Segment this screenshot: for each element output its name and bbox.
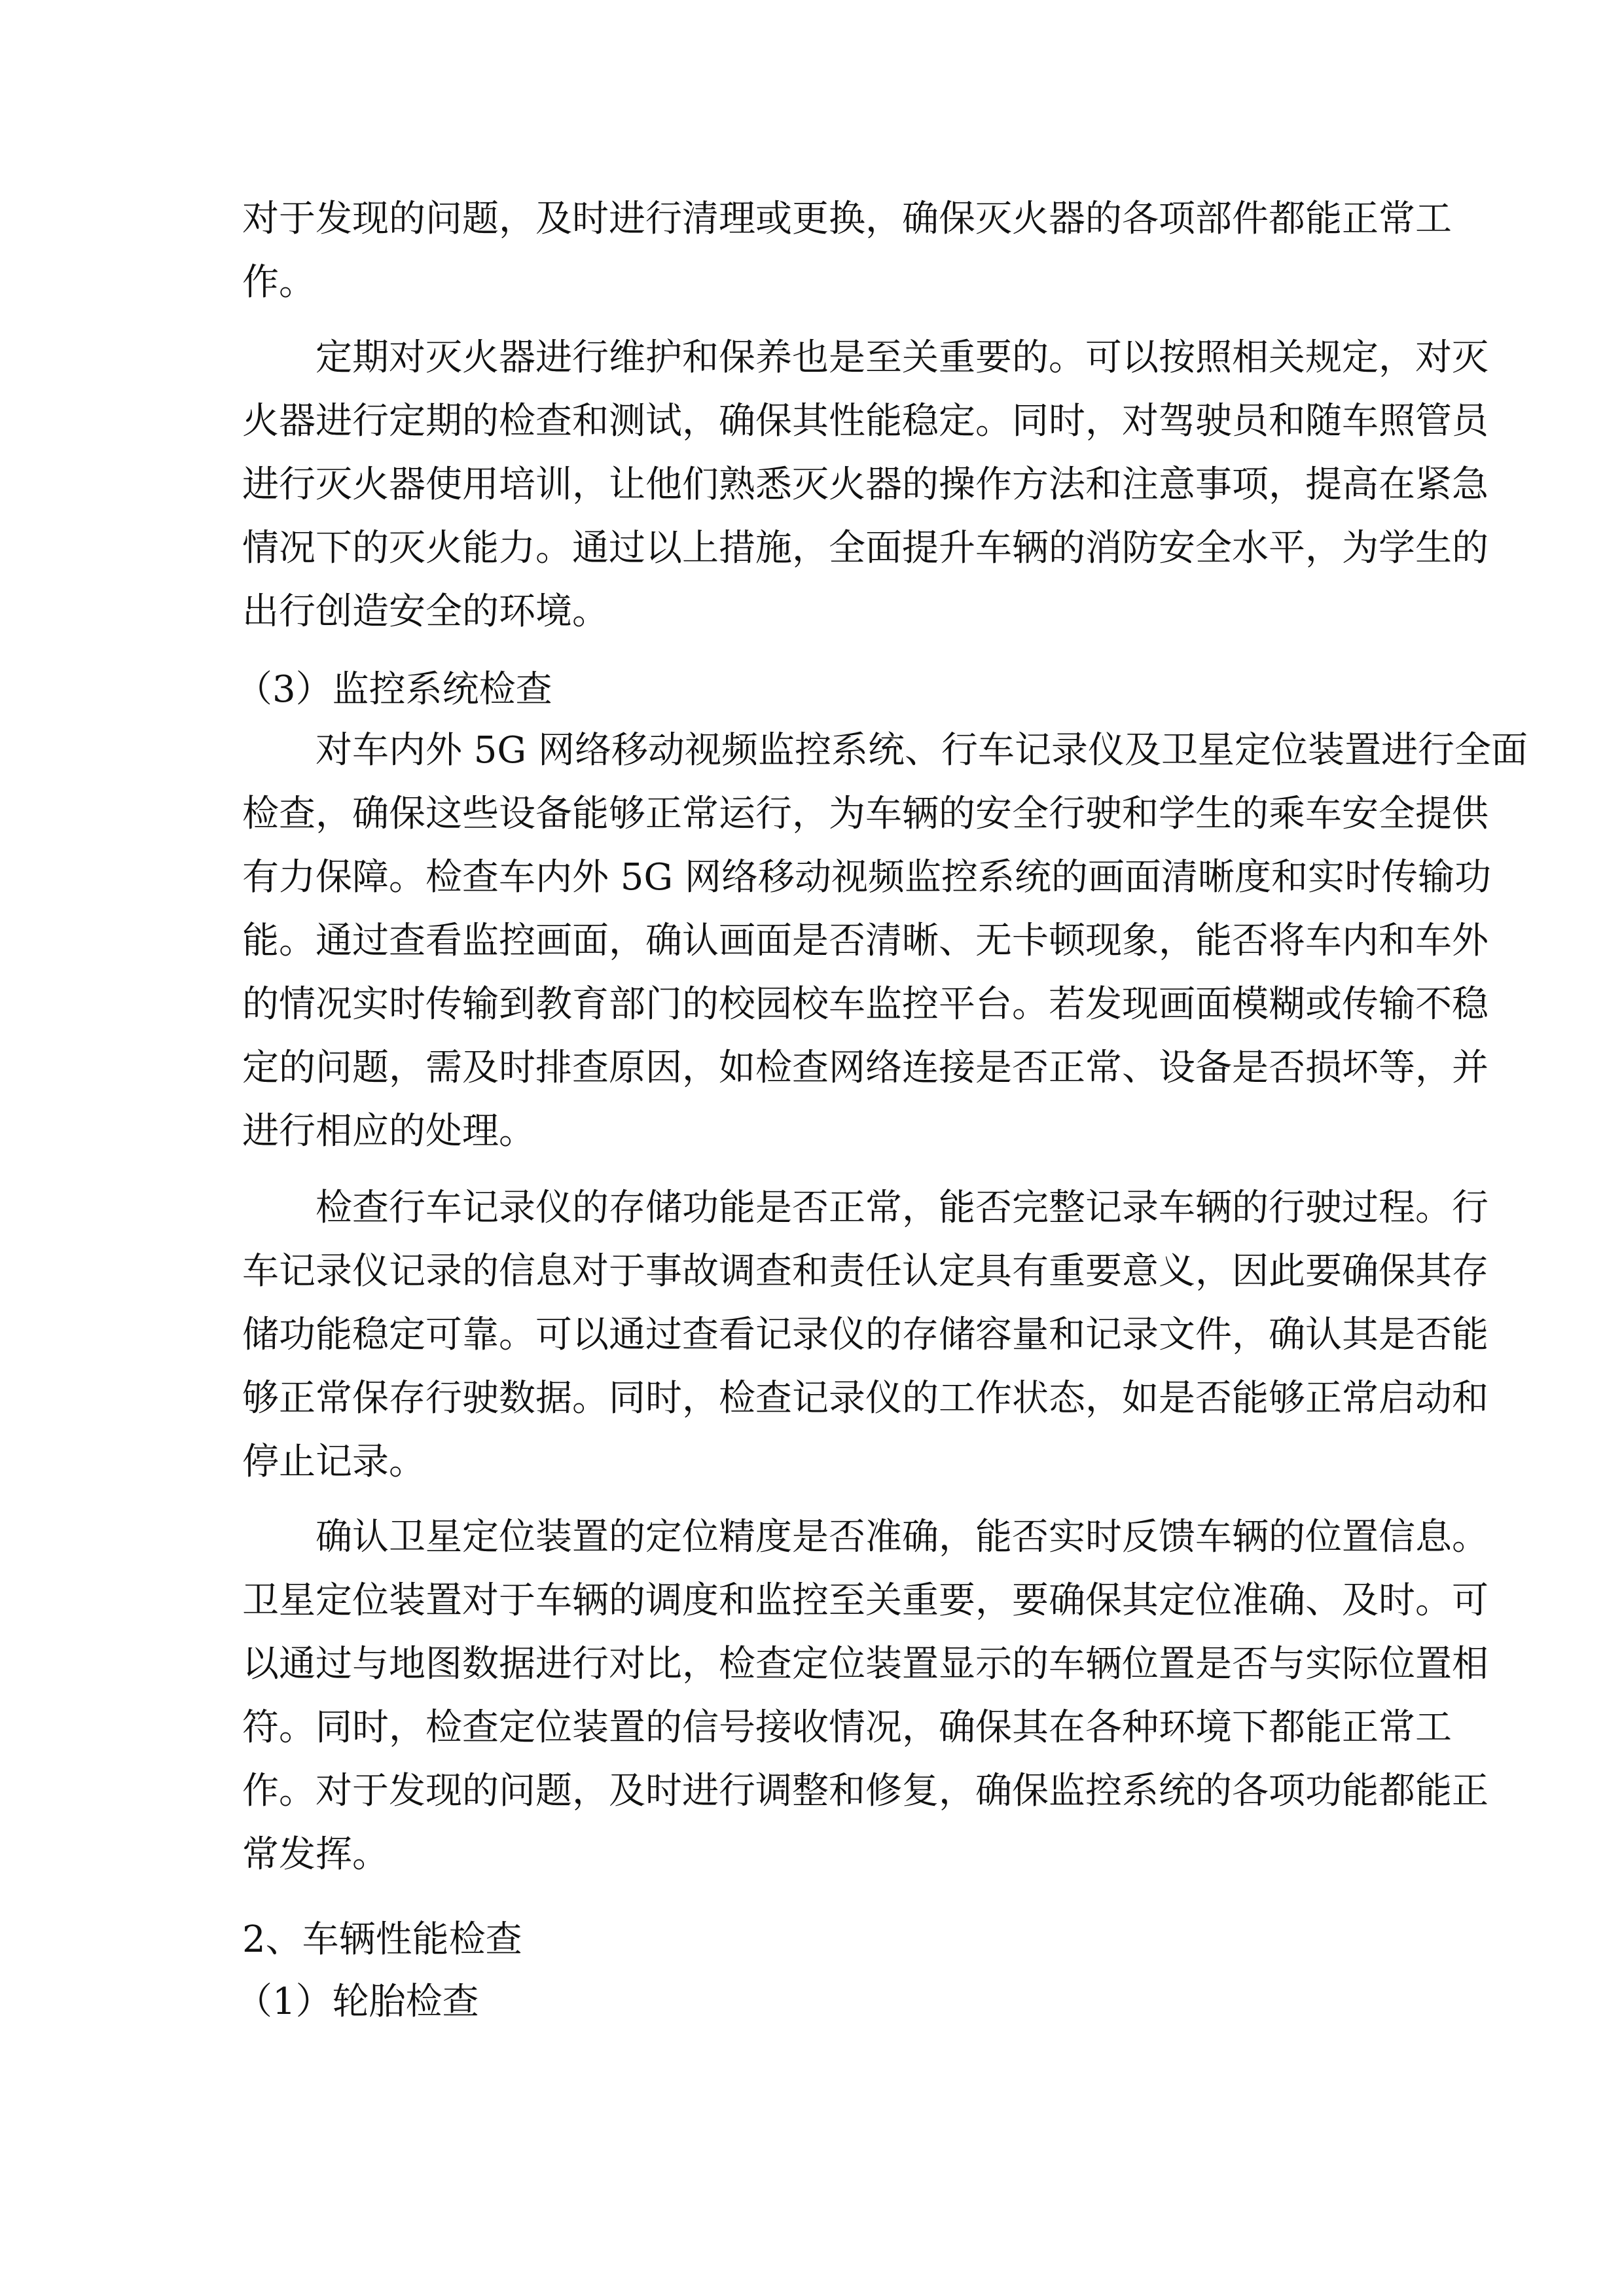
section-heading-tire-check: （1）轮胎检查 xyxy=(236,1981,479,2023)
text-line: 确认卫星定位装置的定位精度是否准确，能否实时反馈车辆的位置信息。 xyxy=(316,1516,1489,1558)
text-line: 储功能稳定可靠。可以通过查看记录仪的存储容量和记录文件，确认其是否能 xyxy=(242,1314,1489,1356)
text-line: 符。同时，检查定位装置的信号接收情况，确保其在各种环境下都能正常工 xyxy=(242,1706,1452,1749)
text-line: 火器进行定期的检查和测试，确保其性能稳定。同时，对驾驶员和随车照管员 xyxy=(242,400,1489,442)
text-line: 能。通过查看监控画面，确认画面是否清晰、无卡顿现象，能否将车内和车外 xyxy=(242,920,1489,962)
text-line: 卫星定位装置对于车辆的调度和监控至关重要，要确保其定位准确、及时。可 xyxy=(242,1579,1489,1622)
text-line: 对于发现的问题，及时进行清理或更换，确保灭火器的各项部件都能正常工 xyxy=(242,198,1452,240)
text-line: 的情况实时传输到教育部门的校园校车监控平台。若发现画面模糊或传输不稳 xyxy=(242,983,1489,1026)
text-line: 进行相应的处理。 xyxy=(242,1110,535,1153)
text-line: 检查，确保这些设备能够正常运行，为车辆的安全行驶和学生的乘车安全提供 xyxy=(242,793,1489,835)
text-line: 常发挥。 xyxy=(242,1833,389,1876)
text-line: 作。对于发现的问题，及时进行调整和修复，确保监控系统的各项功能都能正 xyxy=(242,1770,1489,1812)
text-line: 定的问题，需及时排查原因，如检查网络连接是否正常、设备是否损坏等，并 xyxy=(242,1047,1489,1089)
text-line: 以通过与地图数据进行对比，检查定位装置显示的车辆位置是否与实际位置相 xyxy=(242,1643,1489,1685)
text-line: 对车内外 5G 网络移动视频监控系统、行车记录仪及卫星定位装置进行全面 xyxy=(316,729,1528,772)
paragraph-satellite-positioning xyxy=(242,1505,1489,1886)
section-heading-vehicle-performance: 2、车辆性能检查 xyxy=(242,1918,522,1961)
text-line: 停止记录。 xyxy=(242,1441,425,1483)
text-line: 作。 xyxy=(242,261,316,304)
text-line: 进行灭火器使用培训，让他们熟悉灭火器的操作方法和注意事项，提高在紧急 xyxy=(242,463,1489,506)
text-line: 出行创造安全的环境。 xyxy=(242,590,609,633)
paragraph-monitoring-system xyxy=(242,719,1528,1163)
text-line: 车记录仪记录的信息对于事故调查和责任认定具有重要意义，因此要确保其存 xyxy=(242,1250,1489,1293)
text-line: 够正常保存行驶数据。同时，检查记录仪的工作状态，如是否能够正常启动和 xyxy=(242,1377,1489,1420)
text-line: 定期对灭火器进行维护和保养也是至关重要的。可以按照相关规定，对灭 xyxy=(316,336,1489,379)
text-line: 检查行车记录仪的存储功能是否正常，能否完整记录车辆的行驶过程。行 xyxy=(316,1187,1489,1229)
text-line: 有力保障。检查车内外 5G 网络移动视频监控系统的画面清晰度和实时传输功 xyxy=(242,856,1491,899)
section-heading-monitoring: （3）监控系统检查 xyxy=(236,668,552,711)
paragraph-driving-recorder xyxy=(242,1176,1489,1494)
paragraph-fire-extinguisher-maintenance xyxy=(242,326,1489,643)
paragraph-fire-extinguisher-issues xyxy=(242,187,1452,314)
text-line: 情况下的灭火能力。通过以上措施，全面提升车辆的消防安全水平，为学生的 xyxy=(242,527,1489,569)
